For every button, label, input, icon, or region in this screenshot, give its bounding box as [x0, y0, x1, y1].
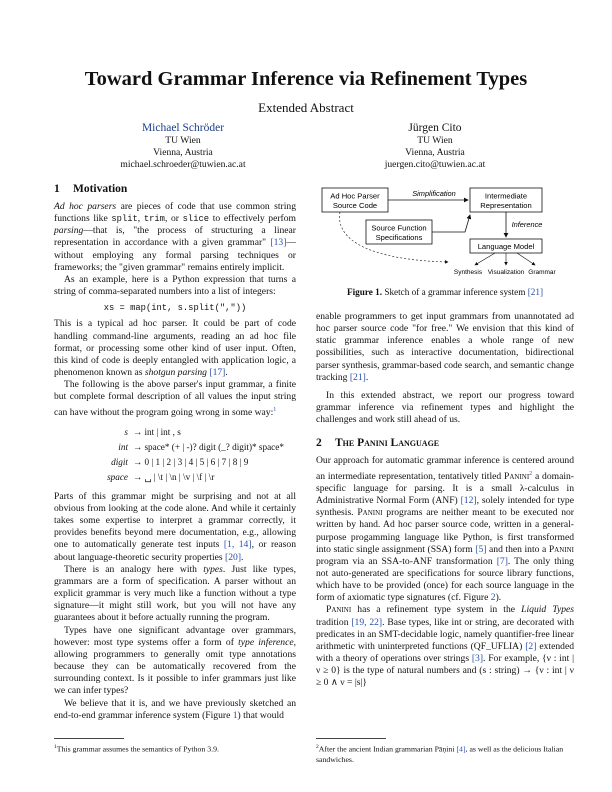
edge-label-inference: Inference — [511, 220, 543, 229]
text: to effectively perfom — [209, 213, 297, 225]
code-block: xs = map(int, s.split(",")) — [103, 303, 247, 314]
paragraph — [54, 698, 296, 722]
text: Our approach for automatic grammar inference is centered around an intermediate representation, tentatively titled — [316, 455, 574, 482]
panini-name: Panini — [357, 507, 383, 519]
text: . — [241, 551, 244, 563]
citation-link[interactable]: [5] — [475, 543, 487, 555]
text: , — [137, 213, 144, 225]
grammar-rule — [76, 470, 296, 485]
box-source-function-specs — [366, 220, 432, 244]
footnote-text: , as well as the delicious Italian sandwiches. — [316, 744, 564, 764]
text: . Base types, like int or string, are decorated with predicates in an SMT-decidable logic, namely quantifier-free linear arithmetic with uninterpreted functions (QF_UFLIA) — [316, 616, 574, 652]
author-1-affiliation: TU Wien — [165, 135, 201, 146]
author-2-city: Vienna, Austria — [405, 147, 465, 159]
author-2-email[interactable]: juergen.cito@tuwien.ac.at — [384, 159, 486, 171]
author-1-name[interactable]: Michael Schröder — [141, 122, 225, 134]
left-column — [54, 178, 296, 722]
text: . — [365, 371, 369, 383]
caption-label: Figure 1. — [346, 287, 383, 297]
paragraph — [54, 318, 296, 379]
citation-link[interactable]: [1, 14] — [223, 539, 252, 551]
emphasis: Liquid Types — [521, 604, 574, 616]
box-adhoc-parser — [322, 188, 388, 212]
code-inline: split — [111, 214, 138, 225]
grammar-lhs: s — [124, 426, 128, 437]
paragraph: As an example, here is a Python expression that turns a string of comma-separated numbers into a list of integers: — [54, 273, 296, 298]
caption-text: Sketch of a grammar inference system — [382, 287, 528, 297]
footnote-number: 2 — [316, 744, 319, 750]
paragraph — [316, 455, 574, 604]
text: has a refinement type system in the — [351, 604, 522, 616]
paragraph — [316, 604, 574, 689]
emphasis: parsing — [54, 225, 84, 237]
box-line: Ad Hoc Parser — [330, 191, 380, 201]
text: enable programmers to get input grammars from unannotated ad hoc parser source code "for free." We envision that this kind of static grammar inference enables a whole range of new possibilities, such as interactive documentation, bidirectional parser synthesis, grammar-based code search, and semantic change tracking — [316, 311, 574, 383]
box-intermediate-representation — [470, 188, 542, 212]
text: . The only thing not auto-generated are specifications for source library functions, which have to be provided (once) for each source language in the form of axiomatic type signatures (cf. Figure — [316, 555, 574, 604]
grammar-rule — [76, 455, 296, 470]
edge-label-simplification: Simplification — [412, 189, 456, 198]
output-label: Grammar — [528, 269, 556, 276]
arrow — [517, 253, 535, 265]
text: There is an analogy here with — [64, 563, 204, 575]
citation-link[interactable]: [12] — [460, 495, 477, 507]
text: . Just like types, grammars are a form of specification. A parser without an explicit grammar is very much like a function without a type signature—it might still work, but you will not have any guarantees about it before actually running the program. — [54, 563, 297, 624]
author-1-city: Vienna, Austria — [153, 147, 213, 159]
author-2 — [335, 121, 535, 172]
arrow — [432, 215, 470, 232]
grammar-block — [76, 425, 296, 485]
grammar-lhs: int — [118, 441, 128, 452]
author-2-name: Jürgen Cito — [408, 122, 462, 134]
text: , allowing programmers to generally omit type annotations because they can be automatically recovered from the surrounding context. Is it possible to infer grammars just like we can infer types? — [54, 636, 296, 697]
paragraph — [316, 311, 574, 384]
text: ) that would — [237, 709, 284, 721]
text: a domain-specific language for parsing. It is a small λ-calculus in Administrative Normal Form (ANF) — [316, 470, 574, 507]
box-line: Language Model — [477, 242, 535, 251]
footnote-marker[interactable]: 2 — [529, 470, 533, 477]
text: This is a typical ad hoc parser. It could be part of code handling command-line arguments, reading an ad hoc file format, or processing some other kind of user input. Often, this kind of code is deeply entangled with application logic, a phenomenon known as — [54, 318, 296, 379]
text: , solely intended for type synthesis. — [316, 495, 574, 519]
grammar-rhs: → ␣ | \t | \n | \v | \f | \r — [133, 471, 215, 482]
grammar-rhs: → space* (+ | -)? digit (_? digit)* space* — [133, 441, 284, 452]
paragraph: In this extended abstract, we report our progress toward grammar inference via refinement types and highlight the challenges and work still ahead of us. — [316, 389, 574, 426]
author-2-affiliation: TU Wien — [417, 135, 453, 146]
paragraph — [54, 564, 296, 625]
arrow — [475, 253, 495, 265]
section-heading-motivation — [54, 182, 296, 196]
citation-link[interactable]: [7] — [496, 555, 508, 567]
section-number: 1 — [54, 183, 60, 195]
citation-link[interactable]: [20] — [225, 551, 242, 563]
box-line: Representation — [480, 201, 532, 210]
citation-link[interactable]: [17] — [209, 367, 226, 379]
citation-link[interactable]: [19, 22] — [351, 616, 383, 628]
citation-link[interactable]: [13] — [270, 237, 287, 249]
section-number: 2 — [316, 437, 322, 450]
citation-link[interactable]: [21] — [349, 371, 366, 383]
grammar-lhs: digit — [111, 456, 128, 467]
footnote-number: 1 — [54, 744, 57, 750]
text: We believe that it is, and we have previously sketched an end-to-end grammar inference system (Figure — [54, 697, 296, 721]
text: , or reason about language-theoretic security properties — [54, 539, 297, 563]
footnote — [54, 742, 296, 755]
figure-link[interactable]: 1 — [232, 709, 238, 721]
footnote-area-left — [54, 738, 296, 755]
text: —without employing any formal parsing techniques or frameworks; the "given grammar" remains entirely implicit. — [54, 237, 296, 273]
text: The following is the above parser's input grammar, a finite but complete formal description of all values the input string can have without the program going wrong in some way: — [54, 379, 296, 418]
citation-link[interactable]: [21] — [527, 287, 544, 297]
text: —that is, "the process of structuring a linear representation in accordance with a given grammar" — [54, 225, 296, 249]
paper-subtitle: Extended Abstract — [258, 100, 354, 115]
right-column — [316, 311, 574, 690]
text: . — [225, 367, 228, 379]
text: tradition — [316, 616, 352, 628]
footnote-marker[interactable]: 1 — [273, 406, 277, 413]
box-line: Specifications — [375, 233, 423, 242]
author-1-email[interactable]: michael.schroeder@tuwien.ac.at — [120, 159, 246, 171]
footnote-text: This grammar assumes the semantics of Python 3.9. — [56, 744, 219, 754]
text: Types have one significant advantage over grammars, however: most type systems offer a form of — [54, 624, 296, 648]
box-line: Source Function — [371, 223, 427, 233]
box-line: Intermediate — [484, 191, 528, 201]
footnote-text: After the ancient Indian grammarian Pāṇini — [318, 744, 457, 754]
text: and then into a — [486, 543, 549, 555]
text: program via an SSA-to-ANF transformation — [316, 555, 497, 567]
footnote-rule — [54, 738, 124, 739]
paragraph — [54, 379, 296, 419]
emphasis: Ad hoc parsers — [54, 201, 117, 212]
text: Parts of this grammar might be surprising and not at all obvious from looking at the code alone. And while it certainly takes some expertise to interpret a grammar correctly, it provides benefits beyond mere documentation, e.g., allowing one to automatically generate test inputs — [54, 490, 296, 551]
text: programs are neither meant to be executed nor written by hand. Ad hoc parser source code, written in a general-purpose progamming language like Python, is first transformed into static single assignment (SSA) form — [316, 507, 574, 555]
paragraph — [54, 491, 296, 564]
grammar-rule — [76, 440, 296, 455]
paragraph — [54, 625, 296, 698]
grammar-rhs: → int | int , s — [133, 426, 181, 437]
emphasis: type inference — [238, 636, 294, 648]
author-1 — [83, 121, 283, 172]
citation-link[interactable]: [2] — [525, 640, 537, 652]
citation-link[interactable]: [4] — [456, 744, 466, 754]
citation-link[interactable]: [3] — [471, 653, 484, 665]
grammar-rhs: → 0 | 1 | 2 | 3 | 4 | 5 | 6 | 7 | 8 | 9 — [133, 456, 249, 467]
text: . For example, {ν : int | ν ≥ 0} is the type of natural numbers and (s : string) → {ν : int | ν ≥ 0 ∧ ν = |s|} — [316, 653, 574, 689]
footnote-area-right — [316, 738, 574, 765]
panini-name: Panini — [548, 543, 574, 555]
panini-name: Panini — [326, 604, 352, 616]
text: are pieces of code that use common string functions like — [54, 201, 297, 225]
box-line: Source Code — [332, 201, 378, 210]
output-label: Synthesis — [453, 269, 483, 276]
output-label: Visualization — [487, 269, 525, 276]
figure-1-caption — [316, 287, 574, 297]
code-inline: slice — [182, 214, 210, 225]
text: extended with a theory of operations over strings — [316, 640, 574, 665]
section-title: The Panini Language — [335, 437, 440, 450]
emphasis: types — [203, 563, 223, 575]
paper-title: Toward Grammar Inference via Refinement Types — [84, 68, 528, 90]
figure-link[interactable]: 2 — [490, 592, 496, 604]
code-inline: trim — [143, 214, 165, 225]
text: ). — [495, 592, 502, 604]
section-title: Motivation — [73, 183, 128, 195]
footnote — [316, 742, 574, 765]
panini-name: Panini — [503, 470, 530, 482]
grammar-rule — [76, 425, 296, 440]
box-language-model — [470, 239, 542, 253]
footnote-rule — [316, 738, 386, 739]
section-heading-panini — [316, 436, 574, 450]
grammar-lhs: space — [107, 471, 128, 482]
emphasis: shotgun parsing — [144, 367, 207, 379]
paragraph — [54, 201, 296, 274]
text: , or — [164, 213, 183, 225]
figure-1-diagram — [320, 180, 570, 280]
